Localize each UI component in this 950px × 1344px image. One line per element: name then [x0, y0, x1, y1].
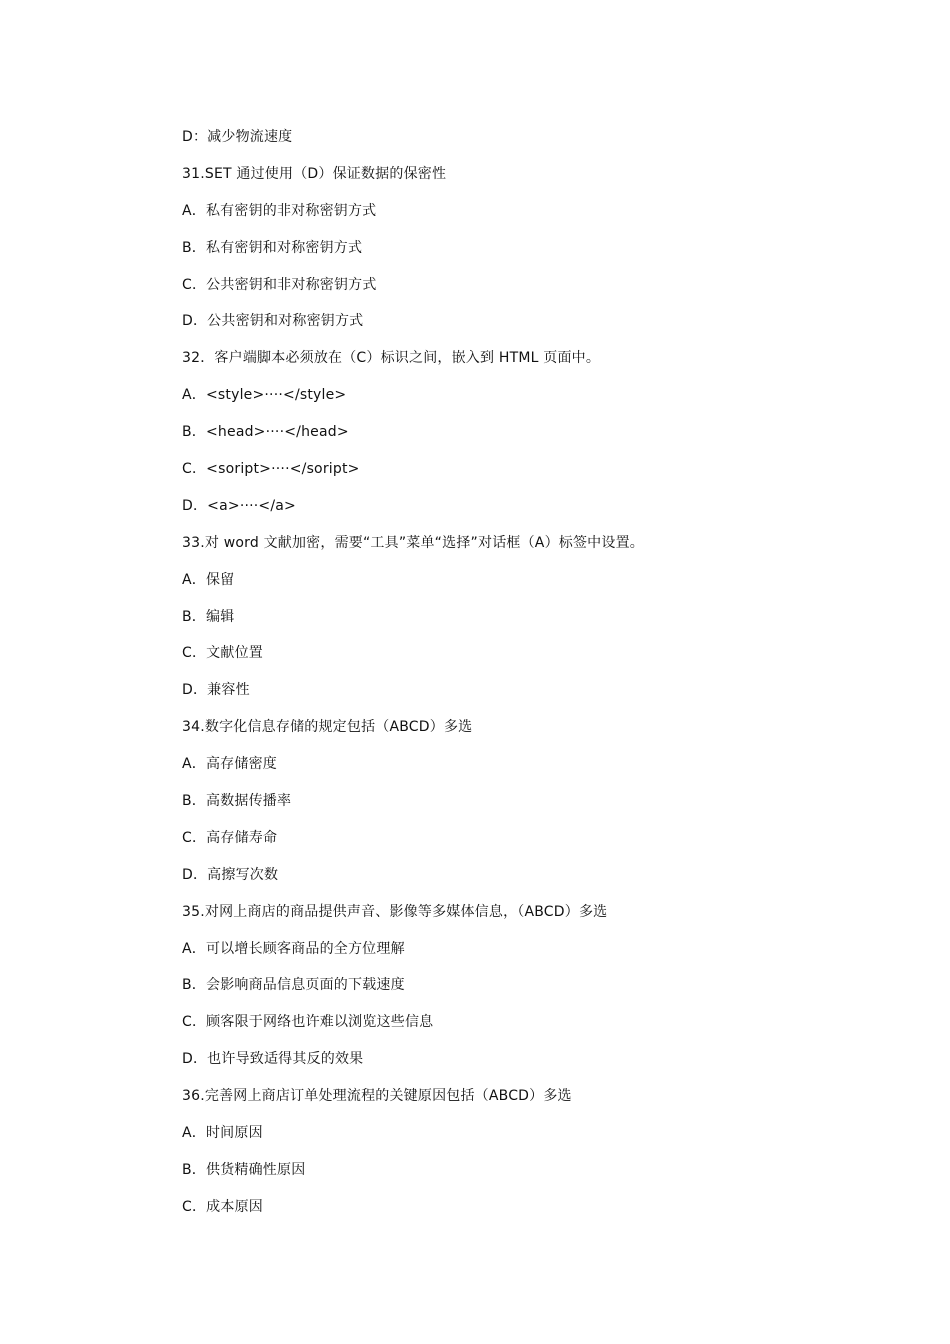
question-34: 34.数字化信息存储的规定包括（ABCD）多选 — [182, 719, 473, 736]
option-line: C．文献位置 — [182, 645, 263, 662]
option-line: D．也许导致适得其反的效果 — [182, 1051, 364, 1068]
option-line: B．供货精确性原因 — [182, 1161, 306, 1178]
option-line: D．<a>····</a> — [182, 497, 296, 514]
document-text — [182, 126, 882, 1233]
option-line: C．成本原因 — [182, 1198, 263, 1215]
option-line: C．<soript>····</soript> — [182, 461, 360, 478]
option-line: A．可以增长顾客商品的全方位理解 — [182, 940, 405, 957]
option-line: B．私有密钥和对称密钥方式 — [182, 239, 363, 256]
option-line: A．高存储密度 — [182, 756, 277, 773]
option-line: A．保留 — [182, 571, 235, 588]
option-line: B．高数据传播率 — [182, 793, 292, 810]
option-line: B．编辑 — [182, 608, 235, 625]
option-line: D．高擦写次数 — [182, 866, 279, 883]
option-line: A．私有密钥的非对称密钥方式 — [182, 202, 377, 219]
option-line: D．兼容性 — [182, 682, 250, 699]
option-line: D．公共密钥和对称密钥方式 — [182, 313, 364, 330]
question-33: 33.对 word 文献加密，需要“工具”菜单“选择”对话框（A）标签中设置。 — [182, 534, 644, 551]
question-31: 31.SET 通过使用（D）保证数据的保密性 — [182, 165, 447, 182]
option-line: A．<style>····</style> — [182, 387, 347, 404]
question-35: 35.对网上商店的商品提供声音、影像等多媒体信息，（ABCD）多选 — [182, 903, 608, 920]
option-line: A．时间原因 — [182, 1125, 263, 1142]
question-36: 36.完善网上商店订单处理流程的关键原因包括（ABCD）多选 — [182, 1088, 572, 1105]
option-line: C．公共密钥和非对称密钥方式 — [182, 276, 377, 293]
question-32: 32．客户端脚本必须放在（C）标识之间，嵌入到 HTML 页面中。 — [182, 350, 601, 367]
option-line: B．<head>····</head> — [182, 424, 349, 441]
option-line: C．顾客限于网络也许难以浏览这些信息 — [182, 1014, 434, 1031]
option-line: C．高存储寿命 — [182, 829, 278, 846]
option-line: B．会影响商品信息页面的下载速度 — [182, 977, 405, 994]
text-line: D：减少物流速度 — [182, 129, 293, 145]
